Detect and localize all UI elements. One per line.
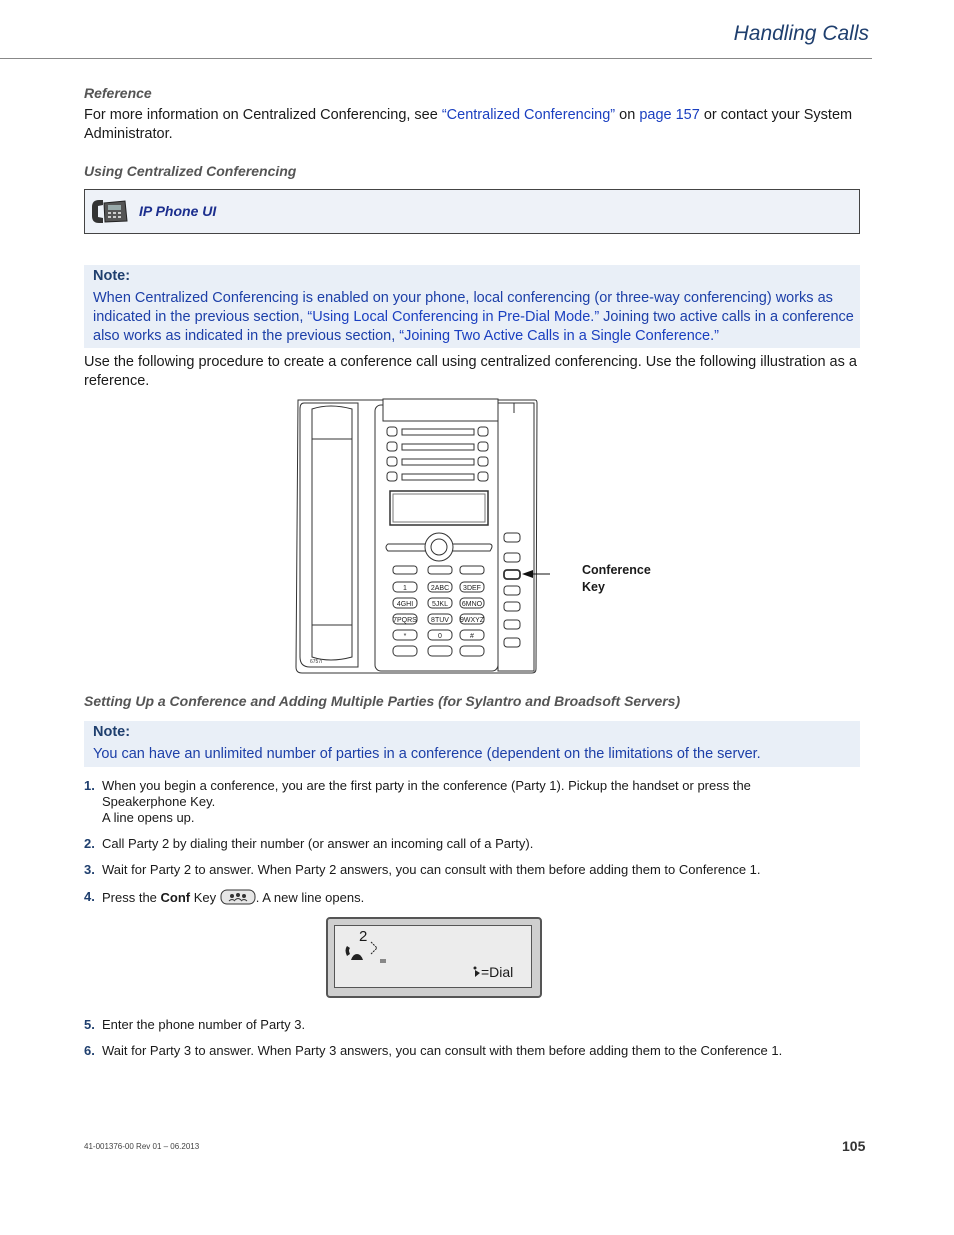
ip-phone-ui-box (84, 189, 860, 234)
conference-key-callout (582, 562, 651, 596)
step-4-after: . A new line opens. (255, 890, 365, 905)
lcd-line-number: 2 (359, 928, 368, 945)
reference-text-1: For more information on Centralized Conferencing, see (84, 107, 442, 123)
softkey-arrow-icon (473, 966, 481, 978)
step-2-text: Call Party 2 by dialing their number (or answer an incoming call of a Party). (102, 836, 534, 851)
key-5: 5JKL (432, 601, 448, 608)
key-1: 1 (403, 585, 407, 592)
callout-line-1: Conference (582, 563, 651, 577)
note2-text: You can have an unlimited number of parties in a conference (dependent on the limitations of the server. (93, 746, 761, 762)
ip-phone-ui-label: IP Phone UI (139, 203, 217, 219)
lcd-dial-softkey (473, 964, 513, 980)
key-8: 8TUV (431, 617, 449, 624)
key-6: 6MNO (461, 601, 483, 608)
step-4-number: 4. (84, 889, 95, 904)
step-6-text: Wait for Party 3 to answer. When Party 3 answers, you can consult with them before adding them to the Conference 1. (102, 1043, 783, 1058)
note-box-unlimited (84, 721, 860, 767)
step-4-bold: Conf (160, 890, 191, 905)
note-text (93, 289, 858, 346)
intro-paragraph (84, 353, 874, 391)
model-label: 6757i (310, 659, 323, 665)
reference-paragraph (84, 106, 874, 144)
key-0: 0 (438, 633, 442, 640)
footer-page-number: 105 (842, 1138, 866, 1154)
key-4: 4GHI (396, 601, 414, 608)
key-2: 2ABC (430, 585, 450, 592)
step-4-text (102, 889, 364, 906)
note-line-1: When Centralized Conferencing is enabled on your phone, local conferencing (or three-way conferencing) works as (93, 290, 833, 306)
step-6-number: 6. (84, 1043, 95, 1058)
lcd-display (334, 925, 532, 988)
pre-dial-mode-link[interactable]: “Using Local Conferencing in Pre-Dial Mode.” (307, 309, 600, 325)
key-3: 3DEF (463, 585, 481, 592)
note-box-centralized (84, 265, 860, 348)
step-4-post: Key (190, 890, 217, 905)
conference-key-icon (220, 889, 256, 905)
step-5-text: Enter the phone number of Party 3. (102, 1017, 306, 1032)
step-3-number: 3. (84, 862, 95, 877)
callout-line-2: Key (582, 580, 605, 594)
key-7: 7PQRS (393, 617, 417, 624)
key-star: * (403, 633, 407, 640)
note-line-3a: also works as indicated in the previous section, (93, 328, 400, 344)
step-1-line-3: A line opens up. (102, 810, 195, 825)
page-header-title: Handling Calls (733, 22, 869, 45)
note-line-2a: indicated in the previous section, (93, 309, 308, 325)
intro-line-1: Use the following procedure to create a conference call using centralized conferencing. Use the following illustration as a (84, 354, 857, 370)
desk-phone-icon (89, 197, 129, 225)
footer-doc-id: 41-001376-00 Rev 01 – 06.2013 (84, 1142, 200, 1151)
step-4-pre: Press the (102, 890, 161, 905)
step-1-text (102, 778, 862, 826)
reference-text-2: on (615, 107, 640, 123)
step-2-number: 2. (84, 836, 95, 851)
reference-heading: Reference (84, 85, 152, 101)
note-heading: Note: (93, 268, 131, 284)
phone-illustration (290, 395, 550, 677)
reference-text-4: Administrator. (84, 126, 173, 142)
lcd-screen (326, 917, 542, 998)
reference-text-3: or contact your System (699, 107, 853, 123)
handset-dial-icon (341, 940, 393, 966)
intro-line-2: reference. (84, 373, 150, 389)
step-3-text: Wait for Party 2 to answer. When Party 2 answers, you can consult with them before adding them to Conference 1. (102, 862, 761, 877)
key-9: 9WXYZ (459, 617, 485, 624)
note2-heading: Note: (93, 724, 131, 740)
step-1-line-1: When you begin a conference, you are the first party in the conference (Party 1). Pickup the handset or press the (102, 778, 751, 793)
step-5-number: 5. (84, 1017, 95, 1032)
note-line-2b: Joining two active calls in a conference (599, 309, 854, 325)
using-heading: Using Centralized Conferencing (84, 163, 297, 179)
step-1-line-2: Speakerphone Key. (102, 794, 216, 809)
step-1-number: 1. (84, 778, 95, 793)
centralized-conferencing-link[interactable]: “Centralized Conferencing” (441, 107, 616, 123)
setup-heading: Setting Up a Conference and Adding Multiple Parties (for Sylantro and Broadsoft Servers) (84, 693, 681, 709)
header-rule (0, 58, 872, 59)
page-157-link[interactable]: page 157 (639, 107, 700, 123)
lcd-dial-label: =Dial (481, 964, 514, 980)
joining-two-calls-link[interactable]: “Joining Two Active Calls in a Single Conference.” (399, 328, 719, 344)
key-hash: # (470, 633, 474, 640)
